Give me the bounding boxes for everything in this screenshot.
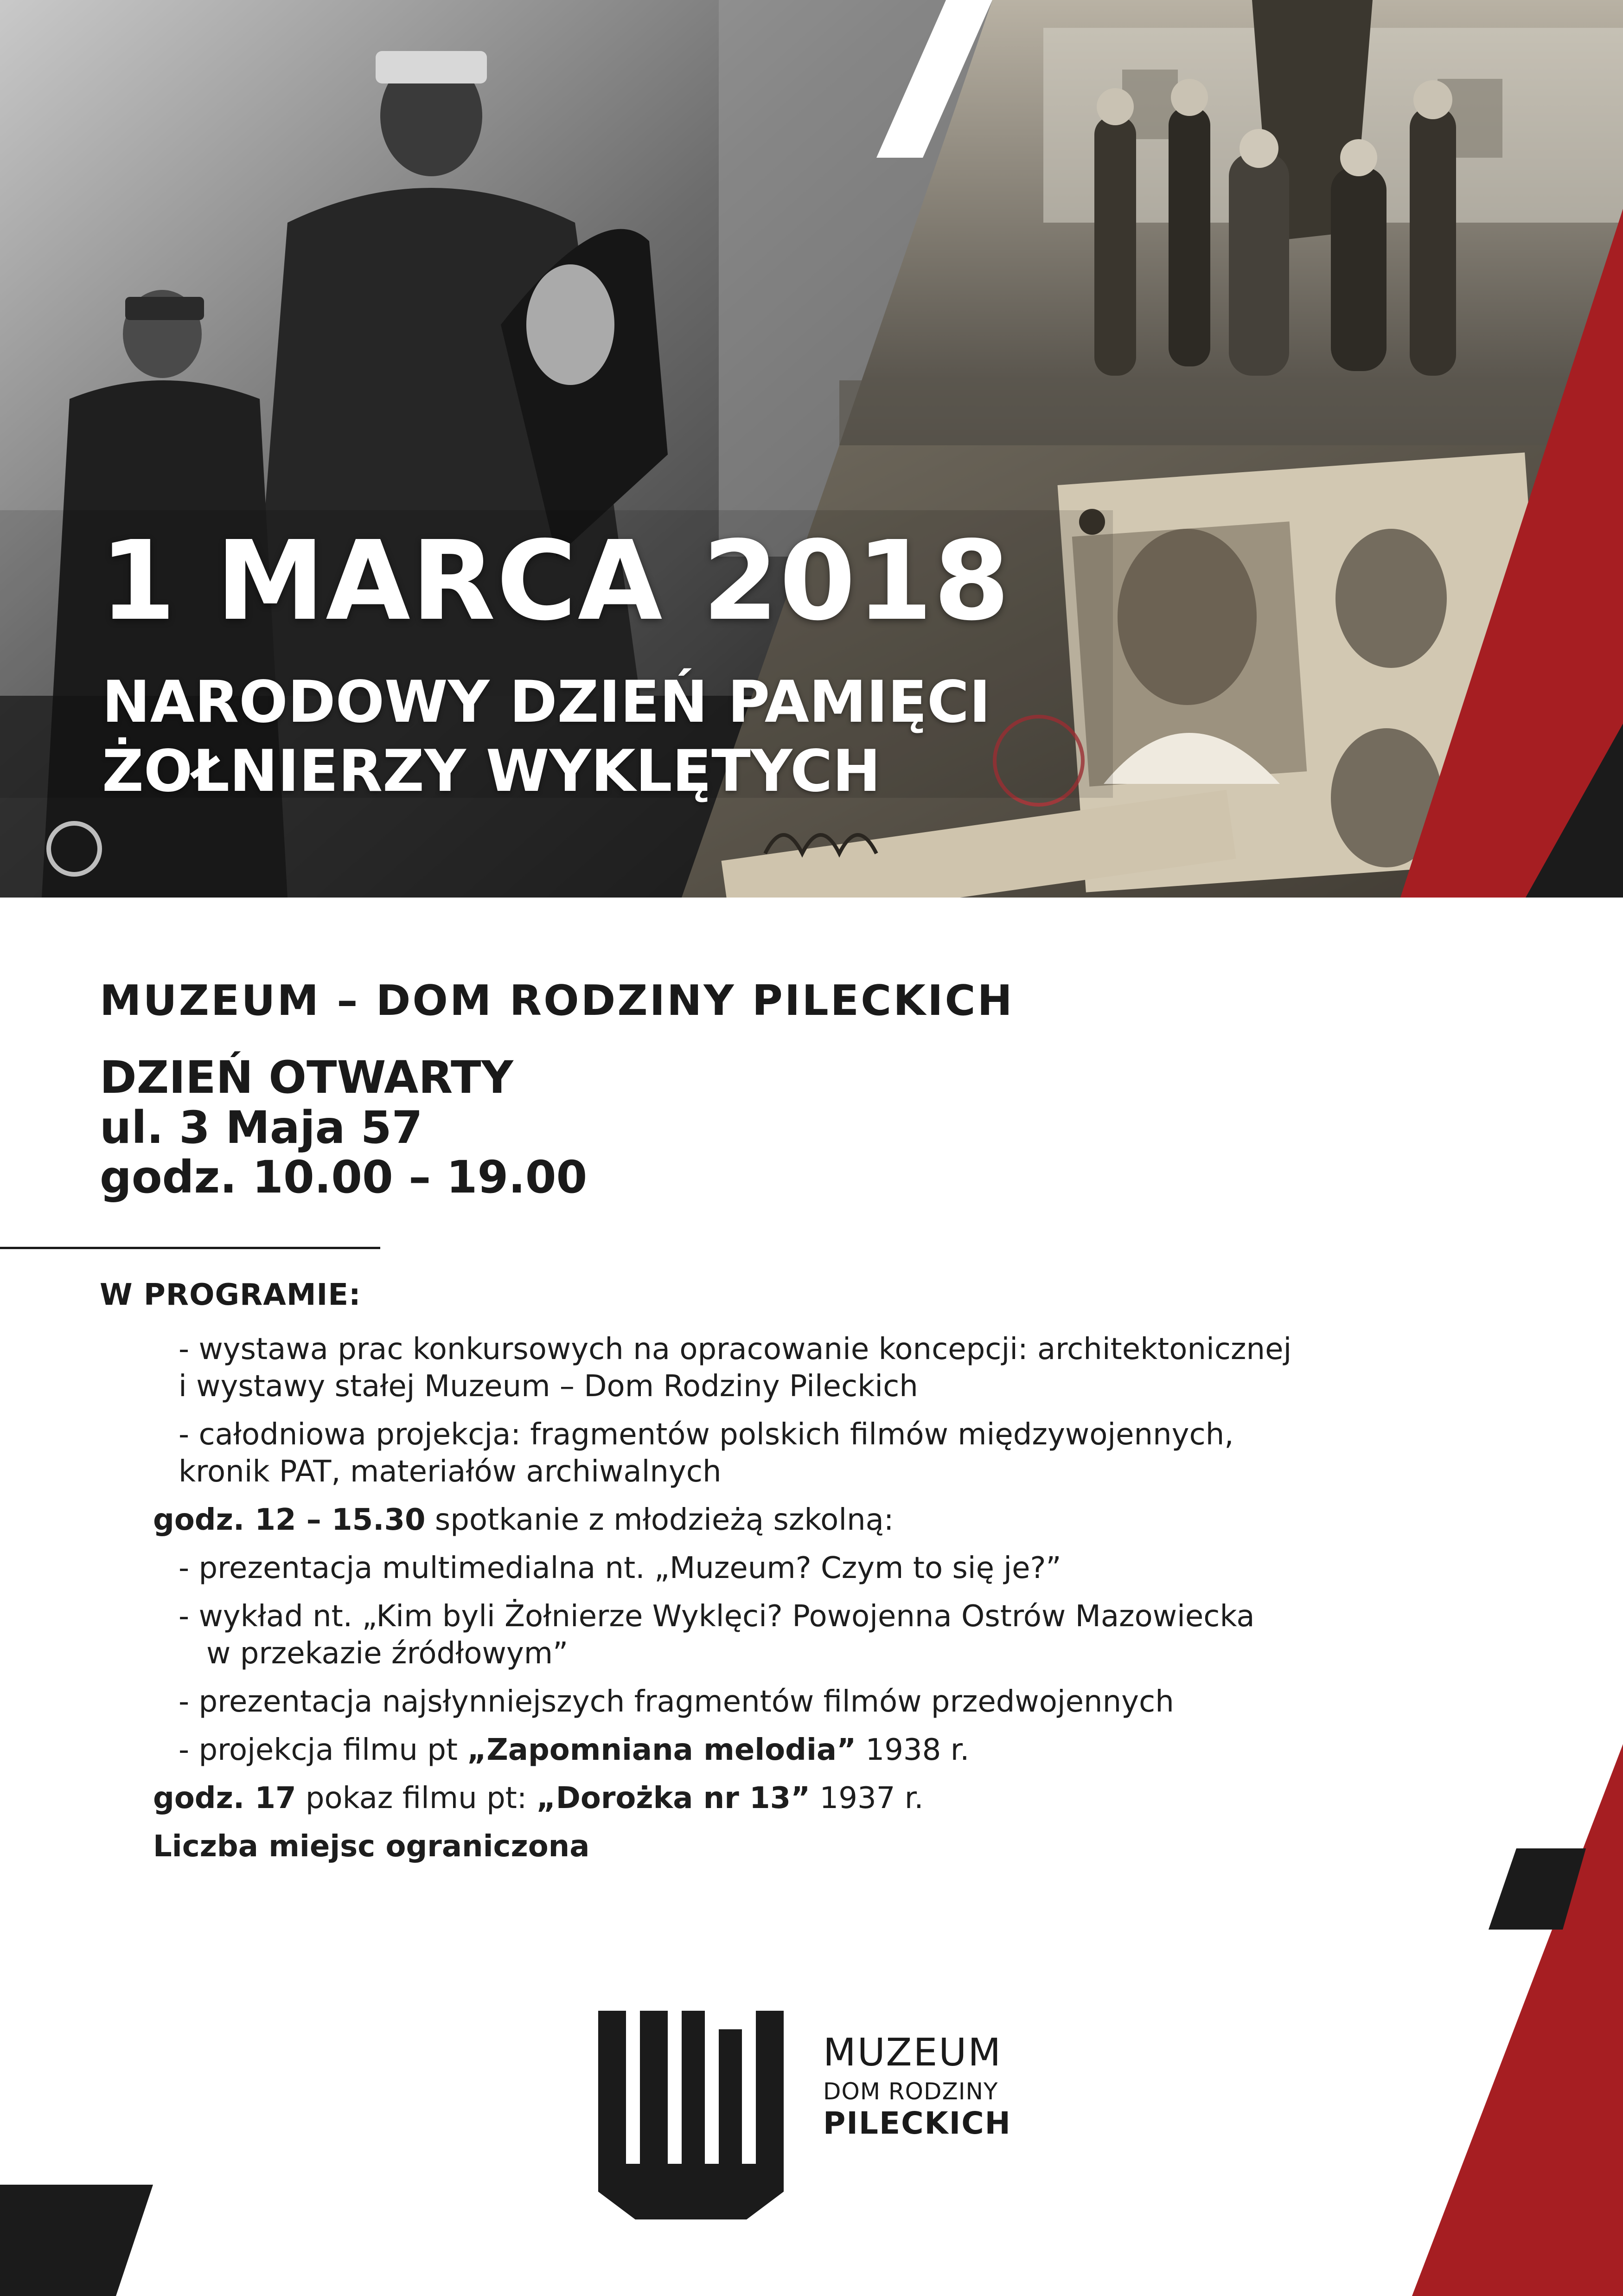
session-youth-time: godz. 12 – 15.30 <box>153 1503 426 1537</box>
session-film-year: 1937 r. <box>810 1781 924 1815</box>
logo-line-pileckich: PILECKICH <box>823 2105 1011 2141</box>
film-projection-prefix: - projekcja filmu pt <box>179 1733 467 1767</box>
logo-line-dom-rodziny: DOM RODZINY <box>823 2078 998 2105</box>
program-sub-lecture-1: - wykład nt. „Kim byli Żołnierze Wyklęci? Powojenna Ostrów Mazowiecka <box>179 1599 1255 1634</box>
museum-name: MUZEUM – DOM RODZINY PILECKICH <box>100 976 1014 1025</box>
program-item-exhibition-1: - wystawa prac konkursowych na opracowanie koncepcji: architektonicznej <box>179 1332 1292 1366</box>
program-item-exhibition-2: i wystawy stałej Muzeum – Dom Rodziny Pileckich <box>179 1369 918 1404</box>
program-sub-presentation: - prezentacja multimedialna nt. „Muzeum? Czym to się je?” <box>179 1551 1061 1585</box>
event-hours: godz. 10.00 – 19.00 <box>100 1151 588 1204</box>
program-sub-film-projection <box>100 1732 1514 1769</box>
session-film-text: pokaz filmu pt: <box>296 1781 537 1815</box>
program-item-projection-1: - całodniowa projekcja: fragmentów polskich filmów międzywojennych, <box>179 1417 1234 1452</box>
film-title-zapomniana: „Zapomniana melodia” <box>467 1733 856 1767</box>
program-sub-fragments: - prezentacja najsłynniejszych fragmentów filmów przedwojennych <box>179 1685 1174 1719</box>
headline-date: 1 MARCA 2018 <box>100 517 1011 645</box>
film-projection-year: 1938 r. <box>856 1733 970 1767</box>
subtitle-line-2: ŻOŁNIERZY WYKLĘTYCH <box>102 738 881 805</box>
subtitle-line-1: NARODOWY DZIEŃ PAMIĘCI <box>102 669 991 736</box>
program-session-youth <box>100 1501 1514 1539</box>
museum-logo-mark <box>598 2011 784 2219</box>
logo-line-muzeum: MUZEUM <box>823 2031 1003 2075</box>
event-address: ul. 3 Maja 57 <box>100 1101 423 1154</box>
museum-logo-text <box>823 2031 1011 2141</box>
program-title: W PROGRAMIE: <box>100 1278 361 1312</box>
program-note-limited-seats: Liczba miejsc ograniczona <box>153 1829 590 1864</box>
session-youth-text: spotkanie z młodzieżą szkolną: <box>435 1503 894 1537</box>
program-section <box>100 1278 1514 1865</box>
program-sub-lecture-2: w przekazie źródłowym” <box>206 1636 569 1671</box>
program-item-projection-2: kronik PAT, materiałów archiwalnych <box>179 1455 722 1489</box>
film-title-dorozka: „Dorożka nr 13” <box>536 1781 811 1815</box>
program-session-film <box>100 1780 1514 1817</box>
session-film-time: godz. 17 <box>153 1781 296 1815</box>
headline-subtitle <box>102 668 990 806</box>
black-corner-bottom-left <box>0 2185 153 2296</box>
event-type: DZIEŃ OTWARTY <box>100 1052 513 1103</box>
hero-banner <box>0 0 1623 898</box>
event-details <box>100 1053 587 1203</box>
section-divider <box>0 1247 380 1249</box>
